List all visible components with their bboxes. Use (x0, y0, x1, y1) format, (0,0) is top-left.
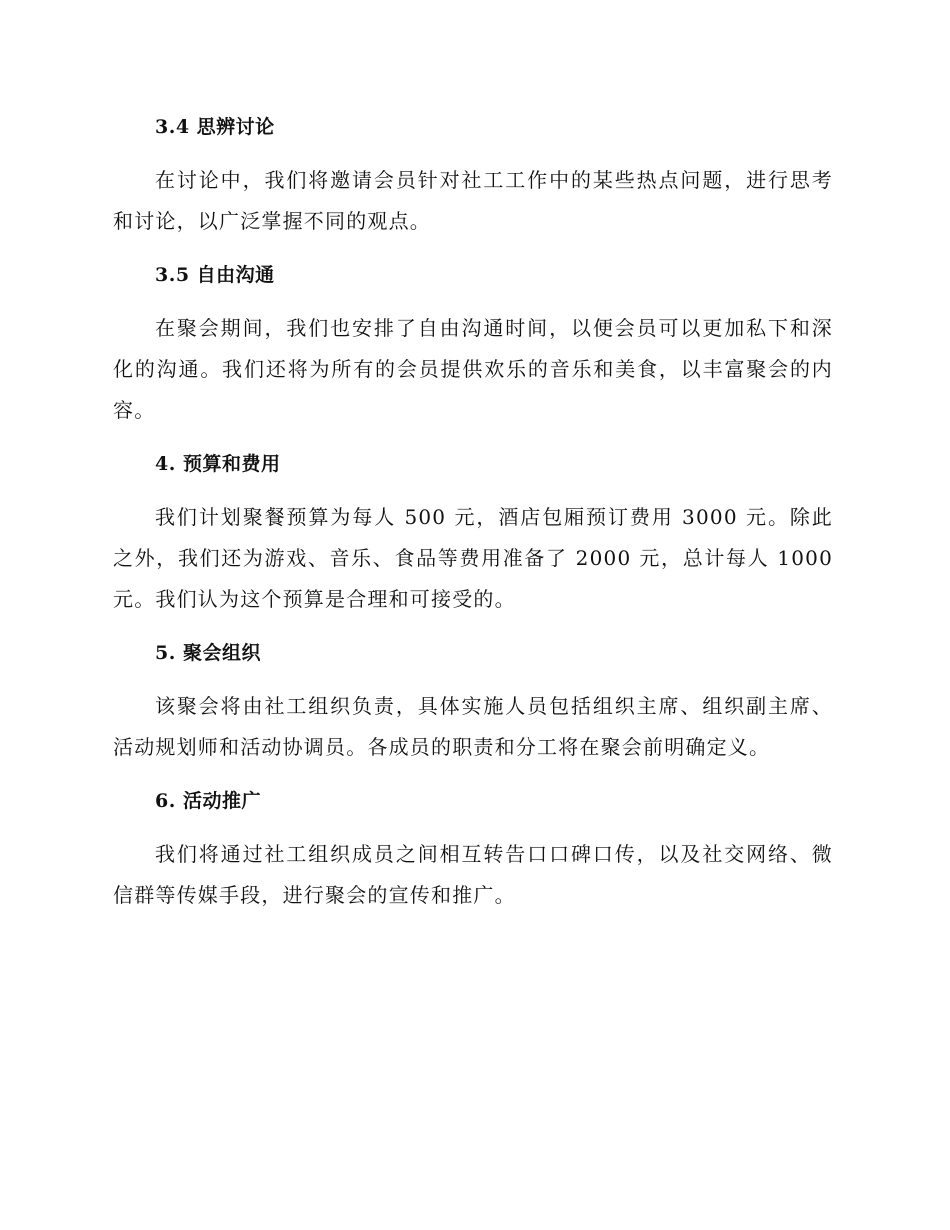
document-page (113, 108, 833, 916)
section-heading: 5. 聚会组织 (155, 642, 261, 664)
section-6 (113, 782, 833, 916)
section-3-5 (113, 256, 833, 445)
section-paragraph: 在聚会期间，我们也安排了自由沟通时间，以便会员可以更加私下和深化的沟通。我们还将为所有的会员提供欢乐的音乐和美食，以丰富聚会的内容。 (113, 316, 833, 422)
section-heading: 6. 活动推广 (155, 790, 261, 812)
section-heading: 3.4 思辨讨论 (155, 116, 275, 138)
section-paragraph: 我们计划聚餐预算为每人 500 元，酒店包厢预订费用 3000 元。除此之外，我们还为游戏、音乐、食品等费用准备了 2000 元，总计每人 1000 元。我们认为这个预算是合理和可接受的。 (113, 505, 833, 611)
section-4 (113, 445, 833, 634)
section-paragraph: 该聚会将由社工组织负责，具体实施人员包括组织主席、组织副主席、活动规划师和活动协调员。各成员的职责和分工将在聚会前明确定义。 (113, 694, 833, 759)
section-paragraph: 在讨论中，我们将邀请会员针对社工工作中的某些热点问题，进行思考和讨论，以广泛掌握不同的观点。 (113, 168, 833, 233)
section-heading: 4. 预算和费用 (155, 453, 281, 475)
section-5 (113, 634, 833, 782)
section-paragraph: 我们将通过社工组织成员之间相互转告口口碑口传，以及社交网络、微信群等传媒手段，进行聚会的宣传和推广。 (113, 842, 833, 907)
section-heading: 3.5 自由沟通 (155, 264, 275, 286)
section-3-4 (113, 108, 833, 256)
